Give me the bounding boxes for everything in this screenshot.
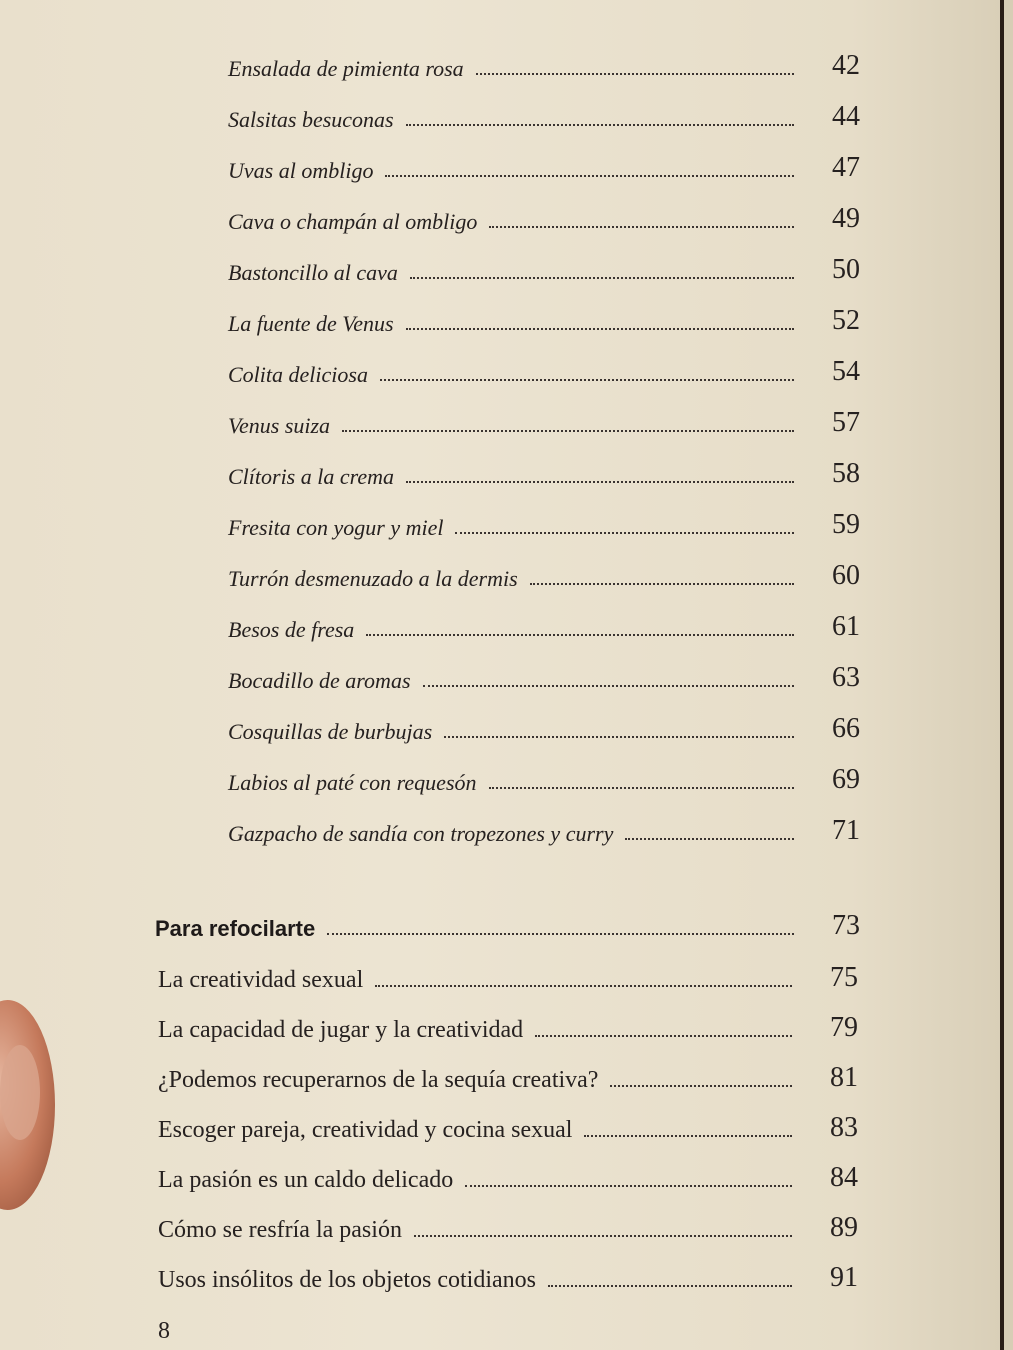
toc-entry-title: Venus suiza — [228, 413, 331, 438]
toc-chapter-title: Usos insólitos de los objetos cotidianos — [158, 1267, 536, 1293]
toc-entry — [228, 50, 860, 82]
dot-leader — [535, 1035, 792, 1037]
dot-leader — [625, 838, 794, 840]
toc-entry — [228, 152, 860, 184]
section-page: 73 — [832, 910, 860, 941]
adjacent-page-edge — [1004, 0, 1013, 1350]
dot-leader — [414, 1235, 792, 1237]
dot-leader — [375, 985, 792, 987]
toc-entry-title: Uvas al ombligo — [228, 158, 374, 183]
toc-entry-title: Bastoncillo al cava — [228, 260, 398, 285]
toc-entry-title: Ensalada de pimienta rosa — [228, 56, 464, 81]
toc-entry-page: 57 — [832, 407, 860, 438]
toc-entry — [228, 254, 860, 286]
toc-entry — [228, 305, 860, 337]
toc-entry-page: 58 — [832, 458, 860, 489]
thumbnail — [0, 1045, 40, 1140]
dot-leader — [406, 124, 794, 126]
toc-entry-page: 42 — [832, 50, 860, 81]
toc-entry-page: 71 — [832, 815, 860, 846]
toc-chapter-title: La creatividad sexual — [158, 967, 364, 993]
toc-section-heading — [155, 910, 860, 942]
toc-entry-title: Gazpacho de sandía con tropezones y curry — [228, 821, 614, 846]
dot-leader — [366, 634, 794, 636]
dot-leader — [489, 787, 795, 789]
toc-chapter — [158, 1012, 858, 1044]
dot-leader — [327, 933, 794, 935]
toc-entry-title: Salsitas besuconas — [228, 107, 394, 132]
toc-entry-page: 47 — [832, 152, 860, 183]
toc-chapter-title: Escoger pareja, creatividad y cocina sexual — [158, 1117, 573, 1143]
toc-chapter — [158, 1112, 858, 1144]
toc-entry-page: 52 — [832, 305, 860, 336]
dot-leader — [385, 175, 794, 177]
dot-leader — [476, 73, 794, 75]
dot-leader — [455, 532, 794, 534]
toc-chapter-page: 84 — [830, 1162, 858, 1193]
toc-entry — [228, 458, 860, 490]
dot-leader — [489, 226, 794, 228]
toc-chapter-page: 75 — [830, 962, 858, 993]
toc-entry — [228, 509, 860, 541]
toc-entry-page: 63 — [832, 662, 860, 693]
toc-entry-title: Labios al paté con requesón — [228, 770, 477, 795]
toc-chapter — [158, 962, 858, 994]
toc-chapter-title: ¿Podemos recuperarnos de la sequía creativa? — [158, 1067, 599, 1093]
toc-entry-title: Cosquillas de burbujas — [228, 719, 433, 744]
page-number: 8 — [158, 1318, 170, 1344]
toc-entry — [228, 815, 860, 847]
toc-chapter-title: La capacidad de jugar y la creatividad — [158, 1017, 524, 1043]
toc-entry-page: 44 — [832, 101, 860, 132]
toc-chapter — [158, 1212, 858, 1244]
toc-chapter-title: Cómo se resfría la pasión — [158, 1217, 402, 1243]
dot-leader — [610, 1085, 792, 1087]
toc-chapter — [158, 1062, 858, 1094]
toc-chapter-title: La pasión es un caldo delicado — [158, 1167, 454, 1193]
toc-entry-title: Clítoris a la crema — [228, 464, 395, 489]
section-title: Para refocilarte — [155, 916, 316, 941]
toc-entry — [228, 662, 860, 694]
toc-entry-page: 59 — [832, 509, 860, 540]
toc-entry-page: 54 — [832, 356, 860, 387]
toc-chapter-page: 81 — [830, 1062, 858, 1093]
toc-entry — [228, 101, 860, 133]
dot-leader — [584, 1135, 792, 1137]
toc-chapter-page: 89 — [830, 1212, 858, 1243]
toc-chapter — [158, 1162, 858, 1194]
toc-entry — [228, 407, 860, 439]
dot-leader — [530, 583, 794, 585]
toc-chapter — [158, 1262, 858, 1294]
dot-leader — [342, 430, 794, 432]
toc-entry-page: 49 — [832, 203, 860, 234]
toc-entry — [228, 560, 860, 592]
toc-entry — [228, 713, 860, 745]
toc-entry-page: 50 — [832, 254, 860, 285]
dot-leader — [380, 379, 794, 381]
dot-leader — [465, 1185, 792, 1187]
dot-leader — [406, 481, 794, 483]
toc-entry-title: Turrón desmenuzado a la dermis — [228, 566, 518, 591]
dot-leader — [406, 328, 794, 330]
toc-entry — [228, 611, 860, 643]
toc-entry-title: Fresita con yogur y miel — [228, 515, 444, 540]
toc-entry-title: Bocadillo de aromas — [228, 668, 411, 693]
dot-leader — [423, 685, 795, 687]
toc-entry-page: 61 — [832, 611, 860, 642]
toc-entry-page: 60 — [832, 560, 860, 591]
dot-leader — [548, 1285, 792, 1287]
toc-entry-title: Cava o champán al ombligo — [228, 209, 478, 234]
toc-entry-page: 69 — [832, 764, 860, 795]
toc-entry-title: La fuente de Venus — [228, 311, 394, 336]
toc-chapter-page: 79 — [830, 1012, 858, 1043]
toc-entry-page: 66 — [832, 713, 860, 744]
toc-entry-title: Besos de fresa — [228, 617, 355, 642]
toc-entry — [228, 764, 860, 796]
toc-entry — [228, 356, 860, 388]
toc-entry — [228, 203, 860, 235]
dot-leader — [410, 277, 794, 279]
dot-leader — [444, 736, 794, 738]
toc-entry-title: Colita deliciosa — [228, 362, 368, 387]
toc-chapter-page: 91 — [830, 1262, 858, 1293]
toc-chapter-page: 83 — [830, 1112, 858, 1143]
